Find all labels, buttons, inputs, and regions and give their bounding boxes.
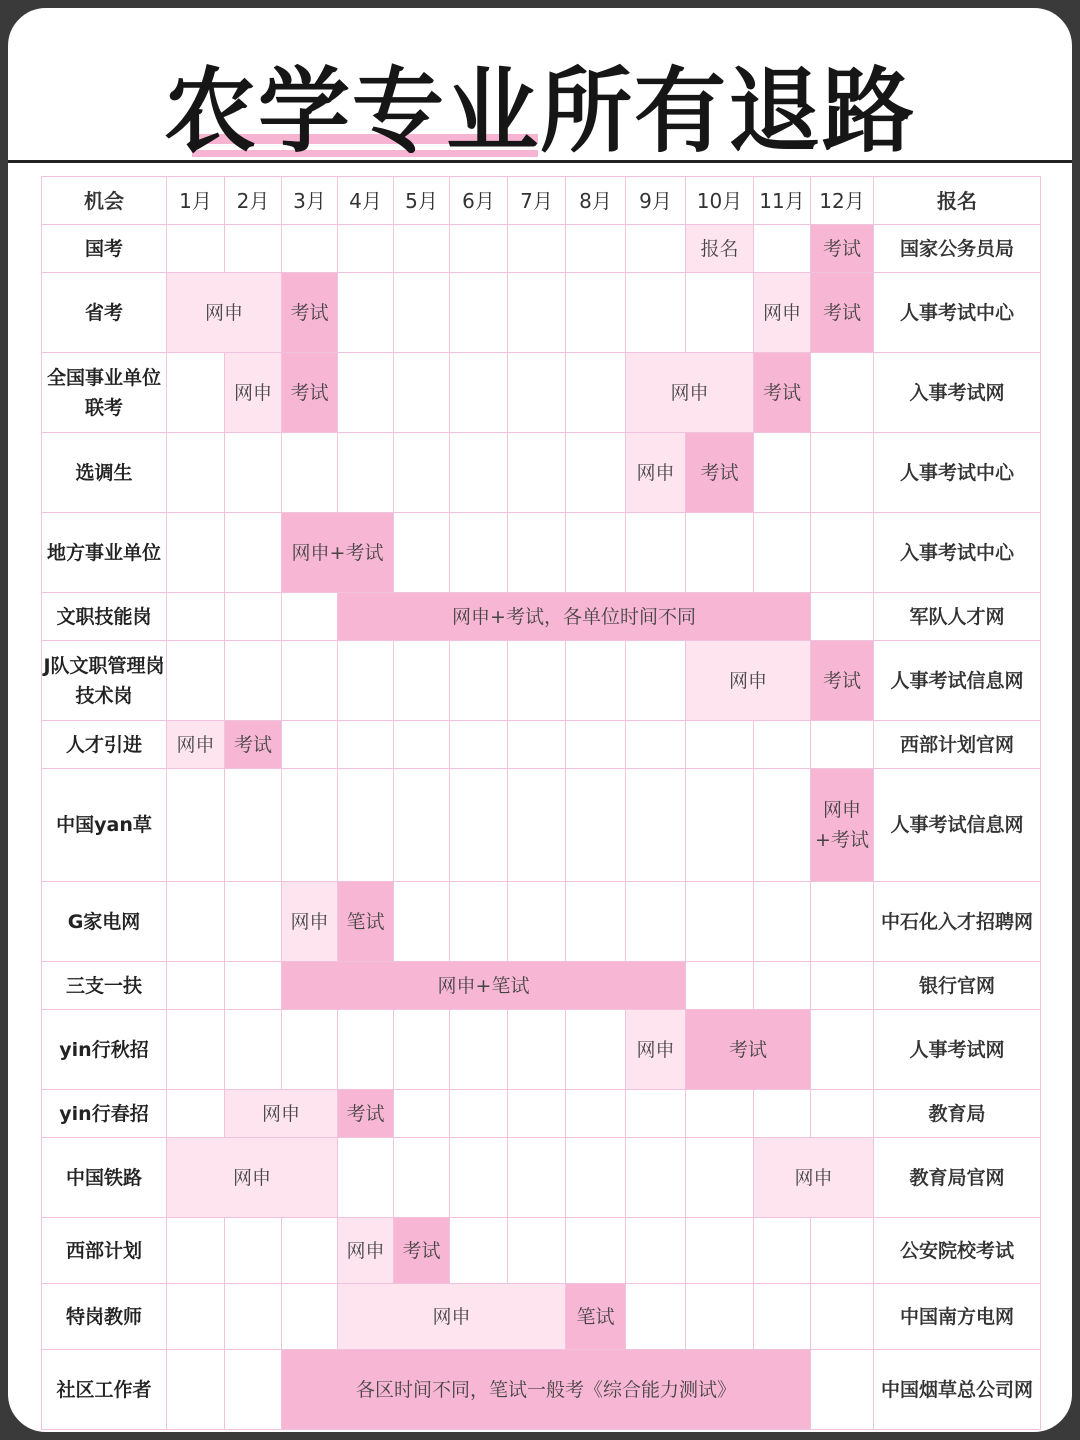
empty-cell	[626, 1218, 686, 1284]
empty-cell	[754, 225, 811, 273]
empty-cell	[754, 513, 811, 593]
empty-cell	[754, 769, 811, 882]
empty-cell	[811, 513, 874, 593]
empty-cell	[566, 513, 626, 593]
empty-cell	[450, 882, 508, 962]
empty-cell	[811, 433, 874, 513]
empty-cell	[338, 353, 394, 433]
schedule-cell: 网申	[754, 1138, 874, 1218]
empty-cell	[338, 769, 394, 882]
empty-cell	[566, 1090, 626, 1138]
row-label: 特岗教师	[42, 1284, 167, 1350]
header-cell: 11月	[754, 177, 811, 225]
empty-cell	[394, 433, 450, 513]
page-title: 农学专业所有退路	[163, 58, 916, 165]
empty-cell	[450, 513, 508, 593]
empty-cell	[394, 1138, 450, 1218]
empty-cell	[686, 882, 754, 962]
empty-cell	[626, 769, 686, 882]
empty-cell	[282, 1010, 338, 1090]
register-site: 教育局官网	[874, 1138, 1041, 1218]
empty-cell	[566, 1010, 626, 1090]
empty-cell	[167, 1284, 225, 1350]
empty-cell	[225, 1350, 282, 1430]
schedule-cell: 报名	[686, 225, 754, 273]
register-site: 银行官网	[874, 962, 1041, 1010]
row-label: 中国yan草	[42, 769, 167, 882]
header-cell: 1月	[167, 177, 225, 225]
empty-cell	[394, 1010, 450, 1090]
schedule-cell: 网申+笔试	[282, 962, 686, 1010]
empty-cell	[225, 1284, 282, 1350]
empty-cell	[508, 1090, 566, 1138]
empty-cell	[394, 769, 450, 882]
empty-cell	[282, 641, 338, 721]
header-cell: 3月	[282, 177, 338, 225]
row-label: 省考	[42, 273, 167, 353]
header-cell: 9月	[626, 177, 686, 225]
row-label: 人才引进	[42, 721, 167, 769]
empty-cell	[338, 225, 394, 273]
schedule-cell: 考试	[811, 273, 874, 353]
register-site: 国家公务员局	[874, 225, 1041, 273]
row-label: 国考	[42, 225, 167, 273]
empty-cell	[508, 1010, 566, 1090]
schedule-cell: 考试	[282, 353, 338, 433]
schedule-cell: 网申	[626, 1010, 686, 1090]
empty-cell	[167, 513, 225, 593]
empty-cell	[811, 1010, 874, 1090]
table-row	[42, 1284, 1041, 1350]
empty-cell	[508, 641, 566, 721]
empty-cell	[754, 721, 811, 769]
schedule-cell: 考试	[394, 1218, 450, 1284]
empty-cell	[626, 513, 686, 593]
empty-cell	[754, 433, 811, 513]
empty-cell	[394, 721, 450, 769]
empty-cell	[167, 593, 225, 641]
empty-cell	[508, 882, 566, 962]
row-label: 中国铁路	[42, 1138, 167, 1218]
empty-cell	[338, 1138, 394, 1218]
header-cell: 报名	[874, 177, 1041, 225]
schedule-cell: 网申	[167, 273, 282, 353]
register-site: 公安院校考试	[874, 1218, 1041, 1284]
schedule-cell: 网申	[626, 353, 754, 433]
row-label: yin行春招	[42, 1090, 167, 1138]
empty-cell	[225, 1218, 282, 1284]
table-row	[42, 882, 1041, 962]
empty-cell	[686, 1138, 754, 1218]
empty-cell	[225, 433, 282, 513]
empty-cell	[167, 1350, 225, 1430]
table-row	[42, 513, 1041, 593]
empty-cell	[167, 225, 225, 273]
empty-cell	[167, 1010, 225, 1090]
empty-cell	[754, 962, 811, 1010]
empty-cell	[450, 721, 508, 769]
header-cell: 5月	[394, 177, 450, 225]
empty-cell	[450, 769, 508, 882]
table-row	[42, 593, 1041, 641]
register-site: 入事考试中心	[874, 513, 1041, 593]
register-site: 人事考试信息网	[874, 641, 1041, 721]
empty-cell	[626, 1138, 686, 1218]
register-site: 中国烟草总公司网	[874, 1350, 1041, 1430]
empty-cell	[225, 962, 282, 1010]
table-row	[42, 353, 1041, 433]
table-row	[42, 962, 1041, 1010]
empty-cell	[450, 1138, 508, 1218]
row-label: 地方事业单位	[42, 513, 167, 593]
empty-cell	[686, 962, 754, 1010]
row-label: 选调生	[42, 433, 167, 513]
empty-cell	[811, 882, 874, 962]
schedule-cell: 考试	[686, 433, 754, 513]
register-site: 入事考试网	[874, 353, 1041, 433]
empty-cell	[508, 1218, 566, 1284]
schedule-cell: 笔试	[566, 1284, 626, 1350]
empty-cell	[686, 1218, 754, 1284]
schedule-cell: 考试	[225, 721, 282, 769]
empty-cell	[811, 1090, 874, 1138]
empty-cell	[338, 273, 394, 353]
empty-cell	[338, 641, 394, 721]
table-row	[42, 769, 1041, 882]
empty-cell	[566, 1218, 626, 1284]
empty-cell	[566, 353, 626, 433]
empty-cell	[626, 225, 686, 273]
register-site: 中国南方电网	[874, 1284, 1041, 1350]
empty-cell	[167, 962, 225, 1010]
empty-cell	[394, 225, 450, 273]
register-site: 人事考试信息网	[874, 769, 1041, 882]
empty-cell	[167, 769, 225, 882]
empty-cell	[225, 769, 282, 882]
empty-cell	[225, 882, 282, 962]
empty-cell	[626, 273, 686, 353]
empty-cell	[811, 1350, 874, 1430]
empty-cell	[167, 641, 225, 721]
empty-cell	[225, 1010, 282, 1090]
schedule-cell: 考试	[338, 1090, 394, 1138]
empty-cell	[811, 721, 874, 769]
row-label: 全国事业单位联考	[42, 353, 167, 433]
header-cell: 8月	[566, 177, 626, 225]
schedule-cell: 网申+考试	[282, 513, 394, 593]
row-label: G家电网	[42, 882, 167, 962]
empty-cell	[508, 433, 566, 513]
empty-cell	[566, 769, 626, 882]
empty-cell	[566, 225, 626, 273]
schedule-cell: 网申	[626, 433, 686, 513]
empty-cell	[225, 225, 282, 273]
schedule-cell: 考试	[811, 225, 874, 273]
empty-cell	[566, 882, 626, 962]
empty-cell	[282, 1284, 338, 1350]
empty-cell	[282, 721, 338, 769]
empty-cell	[394, 513, 450, 593]
empty-cell	[811, 593, 874, 641]
schedule-cell: 网申	[167, 1138, 338, 1218]
schedule-cell: 网申	[225, 353, 282, 433]
empty-cell	[282, 769, 338, 882]
empty-cell	[167, 882, 225, 962]
schedule-cell: 考试	[686, 1010, 811, 1090]
schedule-cell: 网申	[167, 721, 225, 769]
empty-cell	[450, 353, 508, 433]
row-label: J队文职管理岗技术岗	[42, 641, 167, 721]
table-header-row	[42, 177, 1041, 225]
empty-cell	[282, 593, 338, 641]
register-site: 中石化入才招聘网	[874, 882, 1041, 962]
empty-cell	[566, 721, 626, 769]
empty-cell	[394, 641, 450, 721]
empty-cell	[282, 433, 338, 513]
empty-cell	[225, 593, 282, 641]
empty-cell	[508, 721, 566, 769]
empty-cell	[811, 353, 874, 433]
empty-cell	[508, 353, 566, 433]
empty-cell	[566, 433, 626, 513]
empty-cell	[686, 1090, 754, 1138]
schedule-cell: 网申	[686, 641, 811, 721]
schedule-table	[41, 176, 1041, 1430]
empty-cell	[626, 1284, 686, 1350]
header-cell: 6月	[450, 177, 508, 225]
schedule-cell: 各区时间不同，笔试一般考《综合能力测试》	[282, 1350, 811, 1430]
header-cell: 4月	[338, 177, 394, 225]
table-row	[42, 1010, 1041, 1090]
register-site: 人事考试中心	[874, 273, 1041, 353]
schedule-cell: 网申	[338, 1284, 566, 1350]
empty-cell	[754, 1090, 811, 1138]
empty-cell	[450, 225, 508, 273]
empty-cell	[394, 882, 450, 962]
schedule-cell: 考试	[754, 353, 811, 433]
empty-cell	[626, 1090, 686, 1138]
register-site: 人事考试网	[874, 1010, 1041, 1090]
empty-cell	[167, 353, 225, 433]
empty-cell	[566, 273, 626, 353]
empty-cell	[566, 1138, 626, 1218]
empty-cell	[626, 882, 686, 962]
empty-cell	[394, 1090, 450, 1138]
empty-cell	[508, 273, 566, 353]
register-site: 西部计划官网	[874, 721, 1041, 769]
empty-cell	[508, 1138, 566, 1218]
row-label: 社区工作者	[42, 1350, 167, 1430]
empty-cell	[282, 225, 338, 273]
header-cell: 7月	[508, 177, 566, 225]
empty-cell	[282, 1218, 338, 1284]
empty-cell	[167, 1090, 225, 1138]
table-row	[42, 1090, 1041, 1138]
schedule-cell: 网申	[338, 1218, 394, 1284]
row-label: 西部计划	[42, 1218, 167, 1284]
schedule-cell: 笔试	[338, 882, 394, 962]
empty-cell	[225, 641, 282, 721]
row-label: yin行秋招	[42, 1010, 167, 1090]
empty-cell	[811, 962, 874, 1010]
empty-cell	[754, 1284, 811, 1350]
schedule-cell: 考试	[282, 273, 338, 353]
empty-cell	[566, 641, 626, 721]
empty-cell	[508, 513, 566, 593]
row-label: 三支一扶	[42, 962, 167, 1010]
empty-cell	[338, 1010, 394, 1090]
empty-cell	[167, 1218, 225, 1284]
header-cell: 机会	[42, 177, 167, 225]
table-row	[42, 273, 1041, 353]
empty-cell	[450, 433, 508, 513]
register-site: 教育局	[874, 1090, 1041, 1138]
empty-cell	[394, 353, 450, 433]
empty-cell	[754, 1218, 811, 1284]
empty-cell	[811, 1284, 874, 1350]
register-site: 人事考试中心	[874, 433, 1041, 513]
table-row	[42, 1218, 1041, 1284]
table-row	[42, 1350, 1041, 1430]
schedule-cell: 网申	[754, 273, 811, 353]
empty-cell	[626, 721, 686, 769]
empty-cell	[626, 641, 686, 721]
empty-cell	[167, 433, 225, 513]
empty-cell	[508, 769, 566, 882]
schedule-cell: 网申+考试，各单位时间不同	[338, 593, 811, 641]
table-row	[42, 641, 1041, 721]
empty-cell	[686, 273, 754, 353]
empty-cell	[450, 1090, 508, 1138]
row-label: 文职技能岗	[42, 593, 167, 641]
table-row	[42, 721, 1041, 769]
header-cell: 2月	[225, 177, 282, 225]
empty-cell	[450, 1010, 508, 1090]
schedule-cell: 网申	[225, 1090, 338, 1138]
empty-cell	[450, 273, 508, 353]
empty-cell	[686, 769, 754, 882]
header-cell: 12月	[811, 177, 874, 225]
empty-cell	[338, 721, 394, 769]
empty-cell	[508, 225, 566, 273]
empty-cell	[686, 513, 754, 593]
empty-cell	[450, 641, 508, 721]
empty-cell	[450, 1218, 508, 1284]
table-row	[42, 225, 1041, 273]
empty-cell	[754, 882, 811, 962]
header-cell: 10月	[686, 177, 754, 225]
schedule-cell: 网申+考试	[811, 769, 874, 882]
empty-cell	[686, 721, 754, 769]
empty-cell	[394, 273, 450, 353]
empty-cell	[811, 1218, 874, 1284]
schedule-cell: 考试	[811, 641, 874, 721]
empty-cell	[225, 513, 282, 593]
register-site: 军队人才网	[874, 593, 1041, 641]
empty-cell	[338, 433, 394, 513]
schedule-cell: 网申	[282, 882, 338, 962]
empty-cell	[686, 1284, 754, 1350]
table-row	[42, 1138, 1041, 1218]
table-row	[42, 433, 1041, 513]
